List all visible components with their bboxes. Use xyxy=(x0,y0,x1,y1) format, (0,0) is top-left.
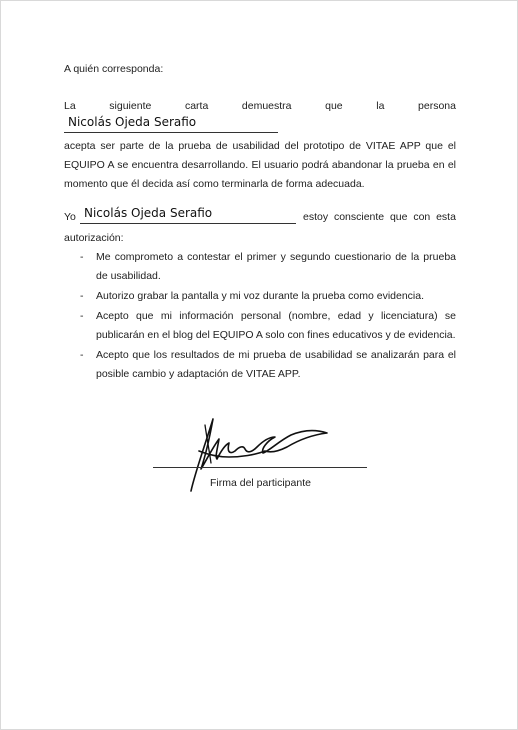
yo-name: Nicolás Ojeda Serafio xyxy=(84,206,213,220)
yo-suffix xyxy=(303,211,456,223)
signature-line xyxy=(153,467,367,468)
yo-name-field xyxy=(80,206,296,224)
participant-name: Nicolás Ojeda Serafio xyxy=(68,115,197,129)
list-item xyxy=(64,248,456,286)
list-item xyxy=(64,346,456,384)
participant-name-field xyxy=(64,115,278,133)
bullet-dash: - xyxy=(80,310,84,322)
bullet-dash: - xyxy=(80,290,84,302)
yo-label: Yo xyxy=(64,211,76,223)
intro-word: la xyxy=(376,100,385,112)
list-item-text: Autorizo grabar la pantalla y mi voz durante la prueba como evidencia. xyxy=(96,290,425,302)
intro-word: demuestra xyxy=(241,100,292,112)
authorization-label: autorización: xyxy=(64,232,124,244)
yo-suffix-word: que xyxy=(389,211,408,223)
yo-suffix-word: con xyxy=(413,211,431,223)
intro-word: carta xyxy=(184,100,209,112)
intro-word: siguiente xyxy=(109,100,152,112)
list-item-text: Acepto que mi información personal (nombre, edad y licenciatura) se publicarán en el blog del EQUIPO A solo con fines educativos y de evidencia. xyxy=(96,310,456,341)
signature-caption: Firma del participante xyxy=(210,477,311,489)
yo-suffix-word: estoy xyxy=(303,211,329,223)
list-item-text: Acepto que los resultados de mi prueba de usabilidad se analizarán para el posible cambio y adaptación de VITAE APP. xyxy=(96,349,456,380)
list-item xyxy=(64,307,456,345)
greeting: A quién corresponda: xyxy=(64,63,164,75)
agreement-paragraph: acepta ser parte de la prueba de usabilidad del prototipo de VITAE APP que el EQUIPO A se encuentra desarrollando. El usuario podrá abandonar la prueba en el momento que él decida así como terminarla de forma adecuada. xyxy=(64,140,456,190)
list-item xyxy=(64,287,456,306)
intro-word: persona xyxy=(418,100,456,112)
bullet-dash: - xyxy=(80,251,84,263)
bullet-dash: - xyxy=(80,349,84,361)
intro-line xyxy=(64,100,456,112)
yo-suffix-word: esta xyxy=(436,211,456,223)
authorization-list xyxy=(64,248,456,385)
list-item-text: Me comprometo a contestar el primer y segundo cuestionario de la prueba de usabilidad. xyxy=(96,251,456,282)
yo-line xyxy=(64,206,456,229)
yo-suffix-word: consciente xyxy=(333,211,385,223)
intro-word: que xyxy=(325,100,343,112)
intro-word: La xyxy=(64,100,76,112)
